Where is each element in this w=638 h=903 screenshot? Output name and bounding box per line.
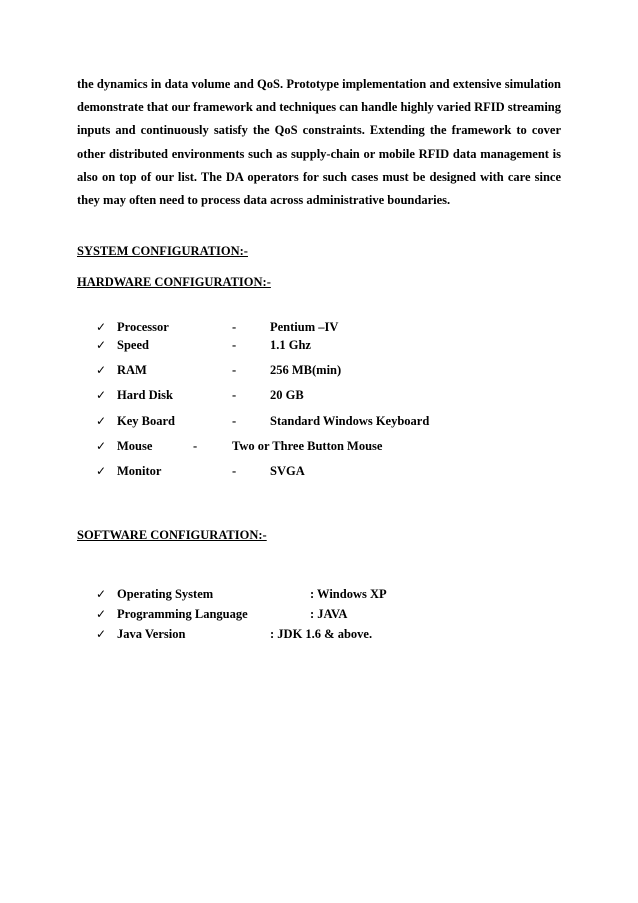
hardware-item-separator: - [232,320,237,334]
checkmark-icon: ✓ [96,414,107,428]
hardware-item-separator: - [232,338,237,352]
checkmark-icon: ✓ [96,607,107,621]
hardware-item-keyboard [0,412,638,430]
hardware-item-separator: - [232,363,237,377]
hardware-item-name: Processor [117,320,169,334]
hardware-item-separator: - [232,388,237,402]
software-item-name: Java Version [117,627,186,641]
software-item-name: Operating System [117,587,214,601]
software-item-language [0,605,638,623]
hardware-item-speed [0,336,638,354]
checkmark-icon: ✓ [96,388,107,402]
checkmark-icon: ✓ [96,464,107,478]
software-item-java-version [0,625,638,643]
hardware-item-mouse [0,437,638,455]
software-item-value: : JDK 1.6 & above. [270,627,373,641]
hardware-item-name: Key Board [117,414,175,428]
checkmark-icon: ✓ [96,363,107,377]
checkmark-icon: ✓ [96,627,107,641]
hardware-item-name: Hard Disk [117,388,173,402]
hardware-item-name: Mouse [117,439,153,453]
checkmark-icon: ✓ [96,320,107,334]
hardware-item-hard-disk [0,386,638,404]
software-item-name: Programming Language [117,607,248,621]
software-configuration-heading: SOFTWARE CONFIGURATION:- [77,528,267,542]
hardware-item-value: 20 GB [270,388,304,402]
hardware-item-value: Standard Windows Keyboard [270,414,430,428]
software-item-value: : JAVA [310,607,348,621]
hardware-item-value: Two or Three Button Mouse [232,439,383,453]
hardware-item-monitor [0,462,638,480]
checkmark-icon: ✓ [96,439,107,453]
hardware-item-name: RAM [117,363,147,377]
hardware-item-value: 256 MB(min) [270,363,342,377]
hardware-item-ram [0,361,638,379]
checkmark-icon: ✓ [96,587,107,601]
software-item-value: : Windows XP [310,587,387,601]
software-item-os [0,585,638,603]
hardware-item-separator: - [193,439,198,453]
hardware-item-value: Pentium –IV [270,320,339,334]
hardware-item-processor [0,318,638,336]
hardware-item-name: Monitor [117,464,162,478]
system-configuration-heading: SYSTEM CONFIGURATION:- [77,244,248,258]
hardware-configuration-heading: HARDWARE CONFIGURATION:- [77,275,271,289]
hardware-item-value: SVGA [270,464,305,478]
checkmark-icon: ✓ [96,338,107,352]
hardware-item-separator: - [232,414,237,428]
hardware-item-value: 1.1 Ghz [270,338,311,352]
hardware-item-name: Speed [117,338,149,352]
intro-paragraph: the dynamics in data volume and QoS. Prototype implementation and extensive simulation demonstrate that our framework and techniques can handle highly varied RFID streaming inputs and continuously satisfy the QoS constraints. Extending the framework to cover other distributed environments such as supply-chain or mobile RFID data management is also on top of our list. The DA operators for such cases must be designed with care since they may often need to process data across administrative boundaries. [77,77,561,208]
hardware-item-separator: - [232,464,237,478]
